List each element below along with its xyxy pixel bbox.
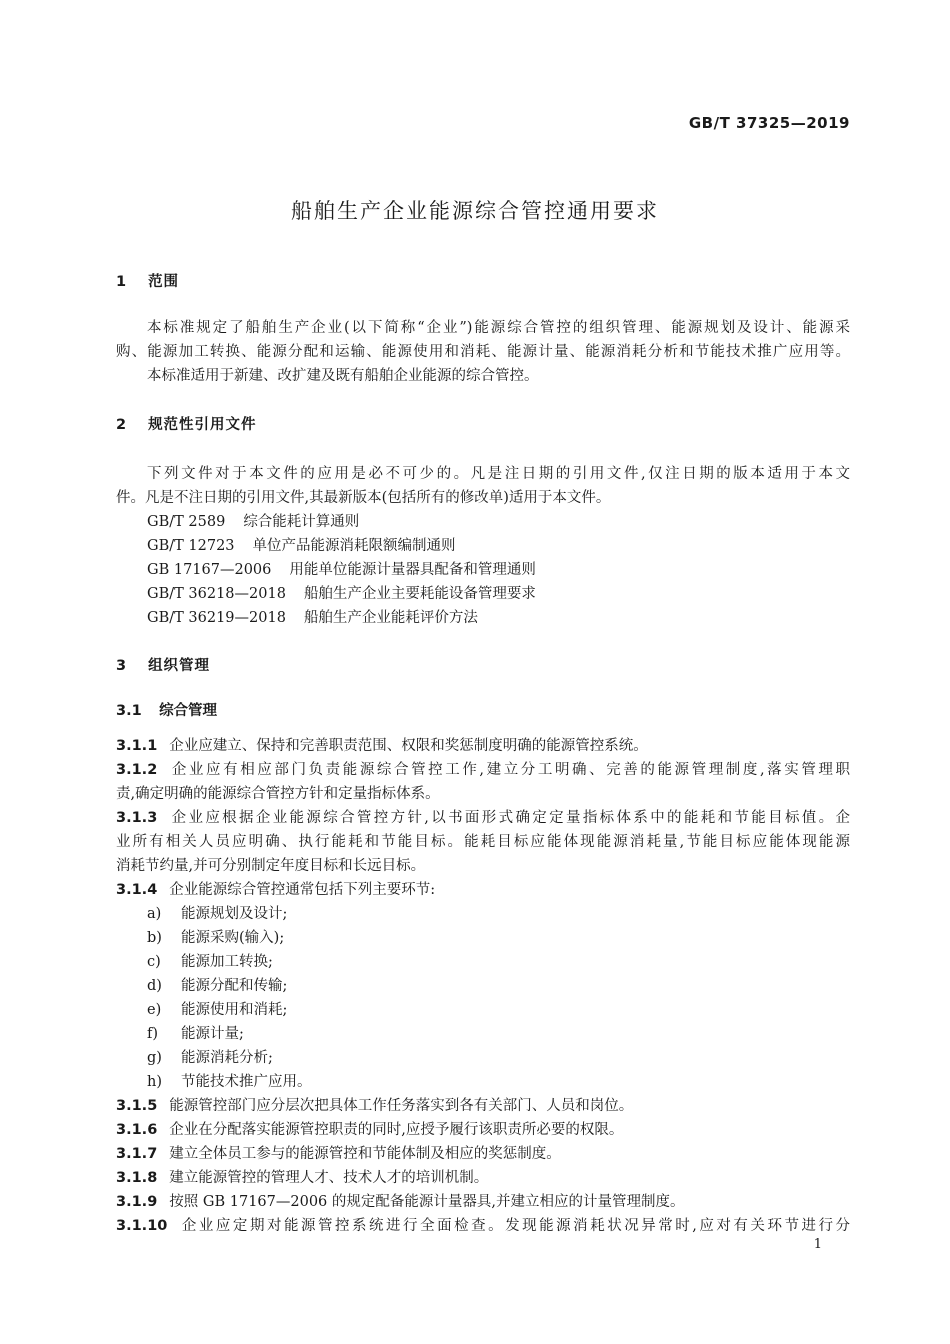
- list-text: 能源使用和消耗;: [181, 1002, 288, 1018]
- reference-item: [147, 606, 478, 630]
- list-marker: a): [147, 906, 162, 922]
- clause-text: 能源管控部门应分层次把具体工作任务落实到各有关部门、人员和岗位。: [169, 1098, 634, 1114]
- section-3-heading: [116, 654, 210, 678]
- section-number: 2: [116, 417, 128, 433]
- list-text: 能源加工转换;: [181, 954, 273, 970]
- subsection-title: 综合管理: [159, 703, 218, 719]
- clause-text: 企业应根据企业能源综合管控方针,以书面形式确定定量指标体系中的能耗和节能目标值。企: [169, 810, 850, 826]
- clause-text: 企业应有相应部门负责能源综合管控工作,建立分工明确、完善的能源管理制度,落实管理职: [169, 762, 850, 778]
- clause-number: 3.1.7: [116, 1146, 158, 1162]
- clause-3-1-1: [116, 734, 648, 758]
- list-item: [147, 1046, 273, 1070]
- reference-title: 用能单位能源计量器具配备和管理通则: [289, 562, 536, 578]
- section-2-heading: [116, 413, 257, 437]
- clause-continuation: 责,确定明确的能源综合管控方针和定量指标体系。: [116, 786, 440, 802]
- reference-code: GB/T 12723: [147, 538, 235, 554]
- paragraph-line: 购、能源加工转换、能源分配和运输、能源使用和消耗、能源计量、能源消耗分析和节能技术推广应用等。: [116, 344, 850, 360]
- clause-text: 企业应定期对能源管控系统进行全面检查。发现能源消耗状况异常时,应对有关环节进行分: [179, 1218, 850, 1234]
- reference-code: GB 17167—2006: [147, 562, 272, 578]
- list-text: 能源采购(输入);: [181, 930, 285, 946]
- clause-3-1-9: [116, 1190, 685, 1214]
- list-item: [147, 926, 284, 950]
- clause-3-1-6: [116, 1118, 623, 1142]
- clause-number: 3.1.10: [116, 1218, 168, 1234]
- standard-code: GB/T 37325—2019: [688, 114, 850, 132]
- list-marker: c): [147, 954, 161, 970]
- clause-3-1-7: [116, 1142, 561, 1166]
- list-item: [147, 950, 273, 974]
- list-item: [147, 902, 287, 926]
- clause-number: 3.1.8: [116, 1170, 158, 1186]
- list-marker: e): [147, 1002, 162, 1018]
- list-marker: g): [147, 1050, 162, 1066]
- reference-item: [147, 510, 359, 534]
- clause-3-1-5: [116, 1094, 633, 1118]
- list-item: [147, 998, 287, 1022]
- clause-text: 建立能源管控的管理人才、技术人才的培训机制。: [169, 1170, 489, 1186]
- section-title: 规范性引用文件: [148, 417, 257, 433]
- page-number: 1: [813, 1237, 822, 1252]
- reference-code: GB/T 36218—2018: [147, 586, 286, 602]
- clause-number: 3.1.4: [116, 882, 158, 898]
- clause-number: 3.1.5: [116, 1098, 158, 1114]
- reference-title: 船舶生产企业能耗评价方法: [303, 610, 478, 626]
- list-text: 能源消耗分析;: [181, 1050, 273, 1066]
- reference-code: GB/T 2589: [147, 514, 226, 530]
- clause-3-1-2: [116, 758, 850, 782]
- list-text: 能源计量;: [181, 1026, 244, 1042]
- clause-continuation: 消耗节约量,并可分别制定年度目标和长远目标。: [116, 858, 426, 874]
- document-title: 船舶生产企业能源综合管控通用要求: [291, 199, 659, 223]
- list-marker: d): [147, 978, 162, 994]
- clause-number: 3.1.9: [116, 1194, 158, 1210]
- list-text: 能源规划及设计;: [181, 906, 288, 922]
- list-item: [147, 1022, 244, 1046]
- paragraph-line: 下列文件对于本文件的应用是必不可少的。凡是注日期的引用文件,仅注日期的版本适用于本文: [147, 466, 850, 482]
- section-number: 1: [116, 274, 128, 290]
- list-marker: f): [147, 1026, 159, 1042]
- reference-title: 综合能耗计算通则: [243, 514, 360, 530]
- reference-item: [147, 534, 456, 558]
- reference-title: 单位产品能源消耗限额编制通则: [252, 538, 456, 554]
- list-item: [147, 974, 287, 998]
- clause-number: 3.1.1: [116, 738, 158, 754]
- list-marker: b): [147, 930, 162, 946]
- clause-number: 3.1.6: [116, 1122, 158, 1138]
- clause-text: 企业应建立、保持和完善职责范围、权限和奖惩制度明确的能源管控系统。: [169, 738, 648, 754]
- paragraph-line: 本标准规定了船舶生产企业(以下简称“企业”)能源综合管控的组织管理、能源规划及设计、能源采: [147, 320, 850, 336]
- clause-3-1-8: [116, 1166, 488, 1190]
- list-item: [147, 1070, 312, 1094]
- reference-item: [147, 558, 536, 582]
- clause-3-1-3: [116, 806, 850, 830]
- clause-text: 企业在分配落实能源管控职责的同时,应授予履行该职责所必要的权限。: [169, 1122, 624, 1138]
- list-marker: h): [147, 1074, 162, 1090]
- clause-text: 企业能源综合管控通常包括下列主要环节:: [169, 882, 436, 898]
- clause-3-1-4: [116, 878, 435, 902]
- paragraph-line: 本标准适用于新建、改扩建及既有船舶企业能源的综合管控。: [147, 368, 539, 384]
- clause-3-1-10: [116, 1214, 850, 1238]
- subsection-3-1-heading: [116, 699, 217, 723]
- clause-continuation: 业所有相关人员应明确、执行能耗和节能目标。能耗目标应能体现能源消耗量,节能目标应能体现能源: [116, 834, 850, 850]
- clause-number: 3.1.2: [116, 762, 158, 778]
- subsection-number: 3.1: [116, 703, 142, 719]
- section-title: 范围: [148, 274, 180, 290]
- reference-code: GB/T 36219—2018: [147, 610, 286, 626]
- section-title: 组织管理: [148, 658, 211, 674]
- reference-item: [147, 582, 536, 606]
- section-1-heading: [116, 270, 179, 294]
- clause-text: 按照 GB 17167—2006 的规定配备能源计量器具,并建立相应的计量管理制度。: [169, 1194, 685, 1210]
- section-number: 3: [116, 658, 128, 674]
- list-text: 节能技术推广应用。: [181, 1074, 312, 1090]
- clause-text: 建立全体员工参与的能源管控和节能体制及相应的奖惩制度。: [169, 1146, 561, 1162]
- list-text: 能源分配和传输;: [181, 978, 288, 994]
- clause-number: 3.1.3: [116, 810, 158, 826]
- reference-title: 船舶生产企业主要耗能设备管理要求: [303, 586, 536, 602]
- paragraph-line: 件。凡是不注日期的引用文件,其最新版本(包括所有的修改单)适用于本文件。: [116, 490, 611, 506]
